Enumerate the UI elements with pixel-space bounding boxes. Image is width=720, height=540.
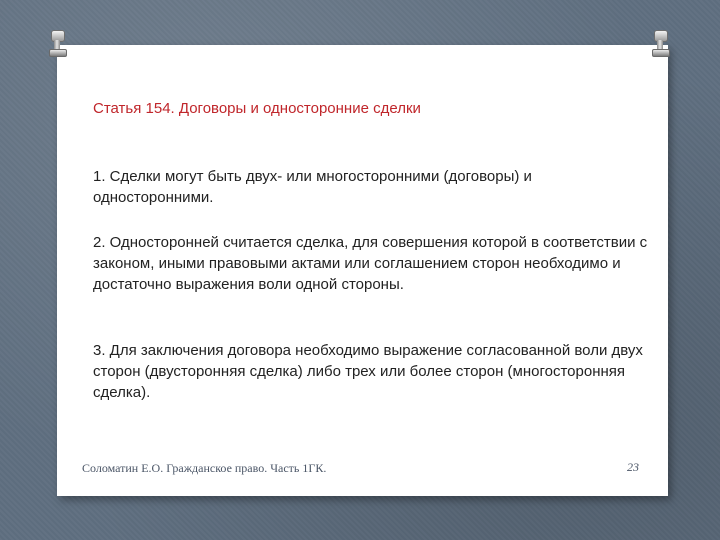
footer-text: Соломатин Е.О. Гражданское право. Часть 1ГК. — [82, 461, 327, 475]
paragraph-1: 1. Сделки могут быть двух- или многосторонними (договоры) и односторонними. — [93, 168, 532, 206]
paragraph-2: 2. Односторонней считается сделка, для совершения которой в соответствии с законом, иными правовыми актами или соглашением сторон необходимо и достаточно выражения воли одной стороны. — [93, 234, 648, 293]
paragraph-3: 3. Для заключения договора необходимо выражение согласованной воли двух сторон (двусторонняя сделка) либо трех или более сторон (многосторонняя сделка). — [93, 342, 643, 401]
slide-heading: Статья 154. Договоры и односторонние сделки — [93, 100, 421, 117]
pushpin-icon — [49, 30, 65, 56]
pushpin-icon — [652, 30, 668, 56]
page-number: 23 — [627, 460, 639, 474]
